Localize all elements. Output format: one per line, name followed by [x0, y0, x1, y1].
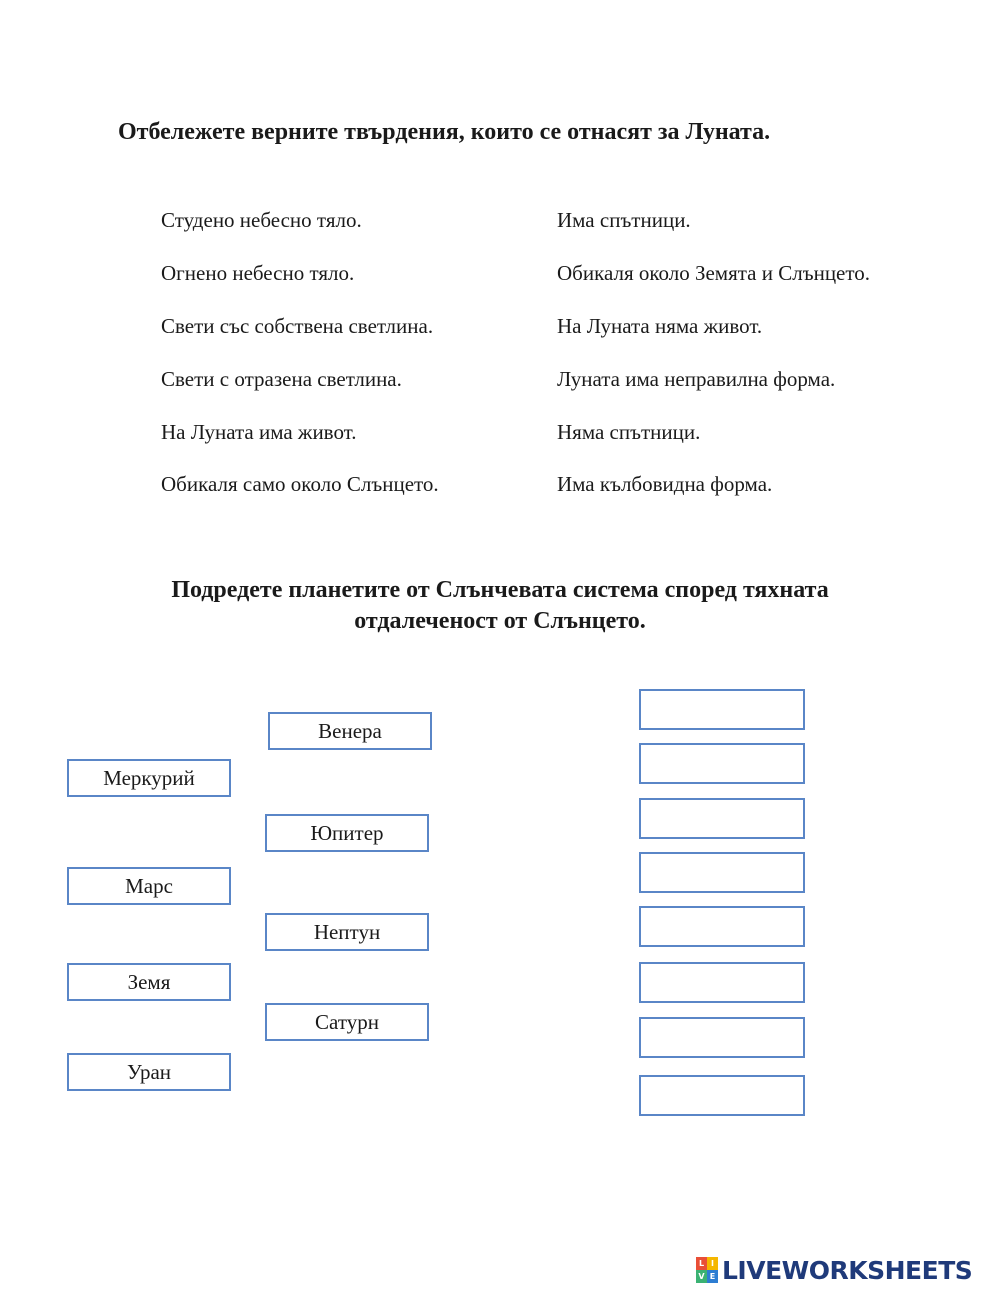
section2-title [0, 575, 1000, 637]
logo-icon-letter: E [707, 1270, 718, 1283]
logo-icon-letter: L [696, 1257, 707, 1270]
answer-slot[interactable] [639, 743, 805, 784]
logo-icon-letter: V [696, 1270, 707, 1283]
statement-option[interactable]: Има спътници. [557, 208, 691, 232]
planet-tile-mars[interactable]: Марс [67, 867, 231, 905]
planet-tile-saturn[interactable]: Сатурн [265, 1003, 429, 1041]
section2-title-line1: Подредете планетите от Слънчевата система според тяхната [171, 577, 829, 603]
statement-option[interactable]: Обикаля около Земята и Слънцето. [557, 261, 871, 285]
statement-option[interactable]: Свети с отразена светлина. [161, 367, 402, 391]
statement-option[interactable]: Свети със собствена светлина. [161, 314, 434, 338]
answer-slot[interactable] [639, 906, 805, 947]
statement-option[interactable]: Луната има неправилна форма. [557, 367, 836, 391]
planet-tile-jupiter[interactable]: Юпитер [265, 814, 429, 852]
statement-option[interactable]: На Луната има живот. [161, 420, 357, 444]
liveworksheets-icon [696, 1257, 718, 1283]
section1-title: Отбележете верните твърдения, които се отнасят за Луната. [118, 119, 771, 145]
planet-tile-uranus[interactable]: Уран [67, 1053, 231, 1091]
liveworksheets-logo [696, 1252, 996, 1288]
answer-slot[interactable] [639, 689, 805, 730]
statement-option[interactable]: Няма спътници. [557, 420, 701, 444]
section2-title-line2: отдалеченост от Слънцето. [354, 608, 646, 634]
statement-option[interactable]: Студено небесно тяло. [161, 208, 362, 232]
planet-tile-venus[interactable]: Венера [268, 712, 432, 750]
statement-option[interactable]: На Луната няма живот. [557, 314, 763, 338]
answer-slot[interactable] [639, 1075, 805, 1116]
statement-option[interactable]: Огнено небесно тяло. [161, 261, 355, 285]
answer-slot[interactable] [639, 798, 805, 839]
statement-option[interactable]: Обикаля само около Слънцето. [161, 472, 439, 496]
answer-slot[interactable] [639, 1017, 805, 1058]
statement-option[interactable]: Има кълбовидна форма. [557, 472, 773, 496]
logo-text: LIVEWORKSHEETS [722, 1255, 973, 1285]
answer-slot[interactable] [639, 962, 805, 1003]
planet-tile-earth[interactable]: Земя [67, 963, 231, 1001]
answer-slot[interactable] [639, 852, 805, 893]
planet-tile-neptune[interactable]: Нептун [265, 913, 429, 951]
planet-tile-mercury[interactable]: Меркурий [67, 759, 231, 797]
logo-icon-letter: I [707, 1257, 718, 1270]
